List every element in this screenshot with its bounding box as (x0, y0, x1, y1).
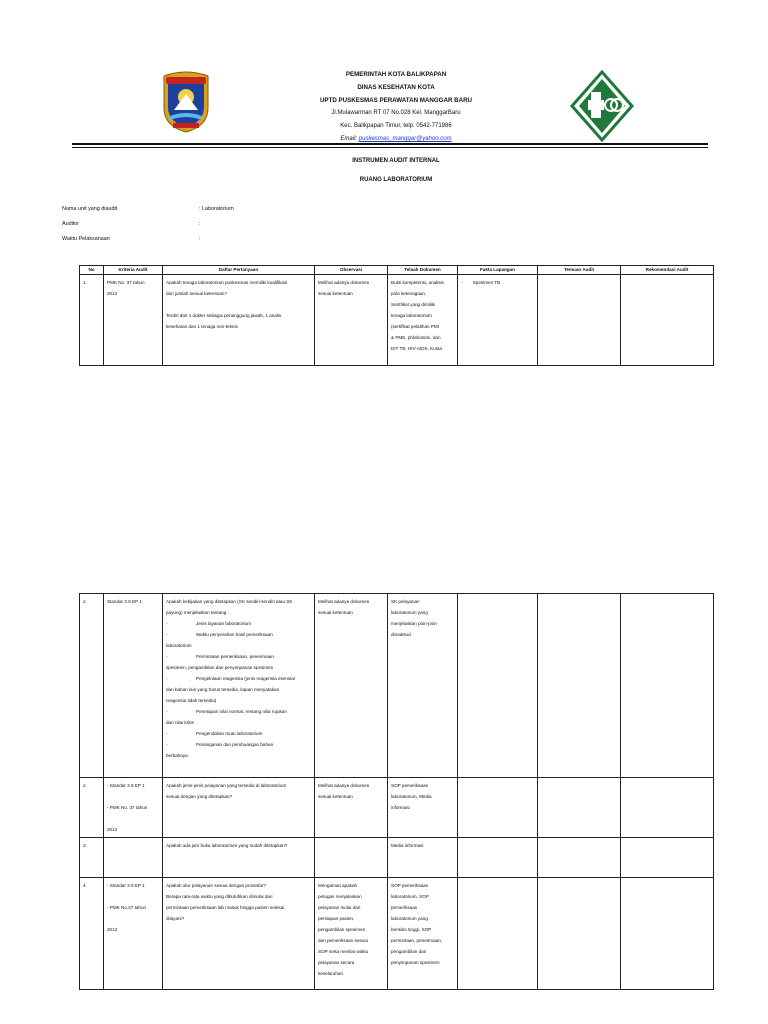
cell-text: laboratorium yang (391, 610, 428, 615)
cell-fakta (458, 594, 538, 778)
table-row (80, 878, 714, 990)
cell-text: petugas menjalankan (318, 894, 362, 899)
cell-text: payung) menjelaskan tentang : (166, 610, 229, 615)
info-label: Waktu Pelaksanaan (62, 236, 110, 242)
cell-no: 4. (80, 878, 104, 990)
table-row (80, 594, 714, 778)
cell-text: sesuai ketentuan (318, 291, 353, 296)
letterhead-phone: Kec. Balikpapan Timur, telp. 0542-771986 (340, 123, 452, 129)
cell-temuan (538, 594, 621, 778)
cell-text: pemeriksaan (391, 905, 418, 910)
question-bullet-line (166, 706, 311, 717)
cell-telaah (388, 275, 458, 366)
cell-text: DIT TB, HIV-AIDS, Kusta (391, 346, 442, 351)
bullet-text: Pengendalian mutu laboratorium (196, 731, 263, 736)
bullet-dash: - (166, 676, 168, 681)
bullet-dash: - (166, 632, 168, 637)
info-value: : Laboratorium (199, 206, 234, 212)
cell-text: Melihat adanya dokumen (318, 783, 370, 788)
cell-kriteria (104, 275, 163, 366)
question-bullet-line (166, 618, 311, 629)
question-bullet-line: berbahaya (166, 753, 188, 758)
cell-temuan (538, 275, 621, 366)
cell-temuan (538, 778, 621, 838)
cell-rekomendasi (621, 878, 714, 990)
bullet-dash: - (166, 621, 168, 626)
cell-text: 2012 (107, 291, 118, 296)
info-row-waktu (62, 236, 362, 251)
cell-rekomendasi (621, 838, 714, 878)
header-observasi: Observasi (315, 266, 388, 275)
table-header-row (80, 266, 714, 275)
bullet-text: Pengelolaan reagensia (jenis reagensia esensial (196, 676, 295, 681)
cell-text: SOP pemeriksaan (391, 783, 429, 788)
cell-text: laboratorium, SOP (391, 894, 429, 899)
bullet-text: Waktu penyerahan hasil pemeriksaan (196, 632, 273, 637)
cell-fakta: - Spesimen TB (458, 275, 538, 366)
cell-text: keseluruhan (318, 971, 344, 976)
header-pertanyaan: Daftar Pertanyaan (163, 266, 315, 275)
cell-text: Apakah jenis-jenis pelayanan yang tersedia di laboratorium (166, 783, 287, 788)
cell-text: SOP pemeriksaan (391, 883, 429, 888)
email-link[interactable]: puskesmas_manggar@yahoo.com (358, 136, 452, 142)
info-value: : (199, 221, 201, 227)
kota-balikpapan-logo (158, 70, 214, 134)
header-temuan: Temuan Audit (538, 266, 621, 275)
letterhead-rule-thick (72, 143, 708, 145)
cell-text: pengambilan dan (391, 949, 427, 954)
question-bullet-line: spesimen, pengambilan dan penyimpanan spesimen (166, 665, 274, 670)
cell-fakta (458, 778, 538, 838)
document-title: INSTRUMEN AUDIT INTERNAL (352, 158, 440, 164)
cell-kriteria (104, 838, 163, 878)
cell-observasi (315, 878, 388, 990)
bullet-dash: - (166, 731, 168, 736)
cell-text: informasi (391, 805, 410, 810)
cell-text: dan jumlah sesuai ketentuan? (166, 291, 228, 296)
cell-text: Berapa rata-rata waktu yang dibutuhkan dimulai dari (166, 894, 273, 899)
bullet-text: Penanganan dan pembuangan bahan (196, 742, 274, 747)
info-label: Nama unit yang diaudit (62, 206, 118, 212)
question-bullet-line (166, 629, 311, 640)
cell-text: Apakah alur pelayanan sesuai dengan prosedur? (166, 883, 267, 888)
question-bullet-line: dan bahan lain yang harus tersedia, kapan menyatakan (166, 687, 280, 692)
cell-text: Mengamati apakah (318, 883, 358, 888)
cell-text: SOP serta menilai waktu (318, 949, 369, 954)
cell-text: dan pemeriksaan sesuai (318, 938, 368, 943)
cell-text: kesehatan dan 1 tenaga non-teknis (166, 324, 238, 329)
cell-text: tenaga laboratorium (391, 313, 432, 318)
cell-text: Sertifikat yang dimiliki (391, 302, 436, 307)
bullet-dash: - (166, 709, 168, 714)
cell-text: 2012 (107, 927, 118, 932)
letterhead (296, 68, 496, 146)
cell-text: Apakah kebijakan yang ditetapkan (SK sendiri-sendiri atau SK (166, 599, 293, 604)
cell-text: - Standar 3.9 EP 1 (107, 883, 145, 888)
cell-pertanyaan (163, 594, 315, 778)
bullet-dash: - (166, 654, 168, 659)
cell-text: Terdiri dari 1 dokter sebagai penanggung jawab, 1 analis (166, 313, 282, 318)
cell-text: Melihat adanya dokumen (318, 280, 370, 285)
letterhead-rule-thin (72, 147, 708, 148)
cell-rekomendasi (621, 275, 714, 366)
table-row (80, 275, 714, 366)
puskesmas-logo (570, 70, 634, 142)
email-label: Email: (340, 136, 358, 142)
cell-text: permintaan pemeriksaan lab masuk hingga pasien selesai (166, 905, 285, 910)
cell-text: PMK No. 37 tahun (107, 280, 145, 285)
cell-text: berisiko tinggi, SOP (391, 927, 432, 932)
cell-pertanyaan (163, 778, 315, 838)
cell-kriteria: Standar 3.9 EP 1 (104, 594, 163, 778)
bullet-text: Permintaan pemeriksaan, penerimaan (196, 654, 274, 659)
cell-text: sesuai ketentuan (318, 610, 353, 615)
letterhead-line-2: DINAS KESEHATAN KOTA (357, 84, 435, 91)
cell-text: pelayanan secara (318, 960, 355, 965)
cell-text: SK pelayanan (391, 599, 420, 604)
info-row-auditor (62, 221, 362, 236)
cell-text: laboratorium, Media (391, 794, 432, 799)
question-bullet-line (166, 739, 311, 750)
cell-fakta (458, 838, 538, 878)
cell-text: sesuai dengan yang ditetapkan? (166, 794, 233, 799)
cell-text: Melihat adanya dokumen (318, 599, 370, 604)
cell-no: 2. (80, 778, 104, 838)
cell-text: - Standar 3.9 EP 1 (107, 783, 145, 788)
cell-text: penyimpanan spesimen (391, 960, 440, 965)
cell-observasi (315, 594, 388, 778)
cell-telaah (388, 594, 458, 778)
cell-text: pengambilan spesimen (318, 927, 366, 932)
cell-temuan (538, 838, 621, 878)
question-bullet-line: dan nilai kritis (166, 720, 194, 725)
letterhead-address: Jl.Mulawarman RT 07 No.028 Kel. ManggarBaru (331, 110, 461, 116)
header-rekomendasi: Rekomendasi Audit (621, 266, 714, 275)
document-subtitle: RUANG LABORATORIUM (359, 177, 433, 183)
cell-telaah (388, 878, 458, 990)
cell-fakta (458, 878, 538, 990)
cell-text: Apakah tenaga laboratorium puskesmas memiliki kualifikasi (166, 280, 288, 285)
cell-rekomendasi (621, 594, 714, 778)
cell-text: laboratorium yang (391, 916, 428, 921)
question-bullet-line: reagensia tidak tersedia) (166, 698, 217, 703)
cell-observasi (315, 778, 388, 838)
cell-text: persiapan pasien, (318, 916, 355, 921)
cell-kriteria (104, 878, 163, 990)
cell-text: (sertifikat pelatihan PMI (391, 324, 439, 329)
info-row-unit (62, 206, 362, 221)
cell-temuan (538, 878, 621, 990)
cell-text: sesuai ketentuan (318, 794, 353, 799)
cell-text: - PMK No. 37 tahun (107, 805, 148, 810)
cell-text: & PME, phlebotomi, dan (391, 335, 441, 340)
cell-text: menjelaskan poin-poin (391, 621, 437, 626)
cell-pertanyaan: Apakah ada jam buka laboratorium yang sudah ditetapkan? (163, 838, 315, 878)
cell-observasi (315, 838, 388, 878)
info-label: Auditor (62, 221, 80, 227)
info-value: : (199, 236, 201, 242)
cell-telaah: Media informasi (388, 838, 458, 878)
cell-text: pola ketenagaan, (391, 291, 427, 296)
cell-pertanyaan (163, 275, 315, 366)
cell-text: 2012 (107, 827, 118, 832)
cell-telaah (388, 778, 458, 838)
cell-no: 2. (80, 594, 104, 778)
letterhead-line-1: PEMERINTAH KOTA BALIKPAPAN (345, 71, 447, 78)
bullet-text: Jenis layanan laboratorium (196, 621, 251, 626)
bullet-dash: - (166, 742, 168, 747)
table-row (80, 778, 714, 838)
cell-text: dilayani? (166, 916, 185, 921)
question-bullet-line: laboratorium (166, 643, 192, 648)
cell-no: 1. (80, 275, 104, 366)
header-kriteria: Kriteria Audit (104, 266, 163, 275)
cell-text: permintaan, penerimaan, (391, 938, 443, 943)
audit-info (62, 206, 362, 251)
bullet-text: Penetapan nilai normal, rentang nilai rujukan (196, 709, 287, 714)
cell-text: Bukti kompetensi, analisis (391, 280, 444, 285)
cell-text: pelayanan mulai dari (318, 905, 361, 910)
cell-pertanyaan (163, 878, 315, 990)
cell-rekomendasi (621, 778, 714, 838)
question-bullet-line (166, 728, 311, 739)
question-bullet-line (166, 651, 311, 662)
question-bullet-list (166, 618, 311, 761)
header-fakta: Fakta Lapangan (458, 266, 538, 275)
table-row (80, 838, 714, 878)
header-telaah: Telaah Dokumen (388, 266, 458, 275)
header-no: No (80, 266, 104, 275)
cell-text: dimaksud (391, 632, 411, 637)
cell-kriteria (104, 778, 163, 838)
audit-table-page-2 (79, 593, 714, 990)
question-bullet-line (166, 673, 311, 684)
audit-table-page-1 (79, 265, 714, 366)
letterhead-line-3: UPTD PUSKESMAS PERAWATAN MANGGAR BARU (319, 97, 473, 104)
cell-no: 3. (80, 838, 104, 878)
cell-text: - PMK No.37 tahun (107, 905, 147, 910)
cell-observasi (315, 275, 388, 366)
